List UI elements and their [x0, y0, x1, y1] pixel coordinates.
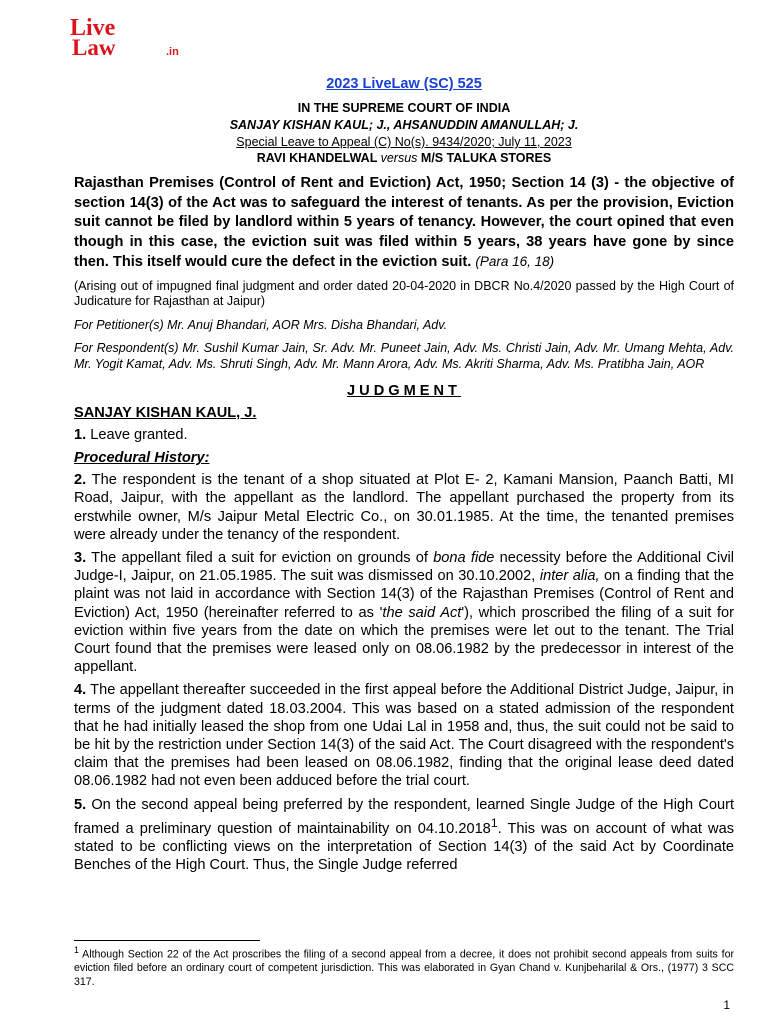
case-number: Special Leave to Appeal (C) No(s). 9434/2020; July 11, 2023: [236, 135, 572, 149]
arising-from: (Arising out of impugned final judgment and order dated 20-04-2020 in DBCR No.4/2020 passed by the High Court of Judicature for Rajasthan at Jaipur): [74, 278, 734, 309]
respondent-name: M/S TALUKA STORES: [420, 151, 552, 165]
footnote-ref[interactable]: 1: [490, 815, 498, 830]
logo-law: Law: [72, 35, 116, 58]
paragraph-3: 3. The appellant filed a suit for eviction on grounds of bona fide necessity before the Additional Civil Judge-I, Jaipur, on 21.05.1985. The suit was dismissed on 30.10.2002, inter alia, on a finding that the plaint was not laid in accordance with Section 14(3) of the Rajasthan Premises (Control of Rent and Eviction) Act, 1950 (hereinafter referred to as 'the said Act'), which proscribed the filing of a suit for eviction within five years from the date on which the premises were let out to the tenant. The Trial Court found that the premises were leased only on 08.06.1982 by the predecessor in interest of the appellant.: [74, 550, 735, 676]
headnote-para-ref: (Para 16, 18): [475, 254, 555, 270]
petitioner-name: RAVI KHANDELWAL: [256, 151, 378, 165]
footnote-divider: [74, 940, 260, 941]
livelaw-logo: [70, 14, 200, 58]
paragraph-1: 1. Leave granted.: [74, 427, 188, 443]
logo-suffix: .in: [166, 46, 179, 58]
footnote: $^1$ Although Section 22 of the Act proscribes the filing of a second appeal from a decree, it does not prohibit second appeals from suits for eviction filed before an ordinary court of competent jurisdiction. This was elaborated in Gyan Chand v. Kunjbeharilal & Ors., (1977) 3 SCC 317.: [74, 945, 734, 988]
respondent-counsel: For Respondent(s) Mr. Sushil Kumar Jain, Sr. Adv. Mr. Puneet Jain, Adv. Ms. Christi Jain, Adv. Mr. Umang Mehta, Adv. Mr. Yogit Kamat, Adv. Ms. Shruti Singh, Adv. Mr. Mann Arora, Adv. Ms. Akriti Sharma, Adv. Ms. Pratibha Jain, AOR: [74, 341, 734, 371]
judgment-heading: JUDGMENT: [347, 383, 461, 399]
para-number: 5.: [74, 796, 87, 813]
paragraph-4: 4. The appellant thereafter succeeded in the first appeal before the Additional District Judge, Jaipur, in terms of the judgment dated 18.03.2004. This was based on a stated admission of the respondent that he had initially leased the shop from one Udai Lal in 1958 and, thus, the suit could not be said to be hit by the restriction under Section 14(3) of the said Act. The Court disagreed with the respondent's claim that the premises had been leased on 08.06.1982, finding that the original lease deed dated 08.06.1982 had not even been adduced before the trial court.: [74, 682, 734, 790]
judges-line: SANJAY KISHAN KAUL; J., AHSANUDDIN AMANULLAH; J.: [229, 118, 579, 132]
page-number: 1: [723, 998, 730, 1012]
author-heading: SANJAY KISHAN KAUL, J.: [74, 405, 257, 421]
court-name: IN THE SUPREME COURT OF INDIA: [297, 101, 511, 115]
logo-live: Live: [70, 15, 116, 41]
paragraph-5: 5. On the second appeal being preferred by the respondent, learned Single Judge of the High Court framed a preliminary question of maintainability on 04.10.2018$^1$. This was on account of what was stated to be conflicting views on the interpretation of Section 14(3) of the said Act by Coordinate Benches of the High Court. Thus, the Single Judge referred: [74, 796, 734, 874]
para-number: 1.: [74, 427, 87, 443]
footnote-marker: 1: [74, 945, 79, 955]
headnote: [74, 174, 734, 273]
para-number: 4.: [74, 682, 87, 699]
parties-line: [74, 150, 734, 166]
judgment-content: [74, 76, 734, 874]
petitioner-counsel: For Petitioner(s) Mr. Anuj Bhandari, AOR Mrs. Disha Bhandari, Adv.: [74, 317, 448, 332]
citation-link[interactable]: 2023 LiveLaw (SC) 525: [326, 76, 482, 92]
procedural-history-heading: Procedural History:: [74, 450, 210, 467]
para-number: 2.: [74, 472, 87, 489]
paragraph-2: 2. The respondent is the tenant of a shop situated at Plot E- 2, Kamani Mansion, Paanch Batti, MI Road, Jaipur, with the appellant as the landlord. The appellant purchased the property from its erstwhile owner, M/s Jaipur Metal Electric Co., on 30.01.1985. At the time, the tenanted premises were already under the tenancy of the respondent.: [74, 472, 734, 543]
para-number: 3.: [74, 550, 87, 567]
versus-text: versus: [380, 151, 418, 165]
headnote-text: Rajasthan Premises (Control of Rent and Eviction) Act, 1950; Section 14 (3) - the objective of section 14(3) of the Act was to safeguard the interest of tenants. As per the provision, Eviction suit cannot be filed by landlord within 5 years of tenancy. However, the court opined that even though in this case, the eviction suit was filed within 5 years, 38 years have gone by since then. This itself would cure the defect in the eviction suit.: [74, 175, 734, 271]
